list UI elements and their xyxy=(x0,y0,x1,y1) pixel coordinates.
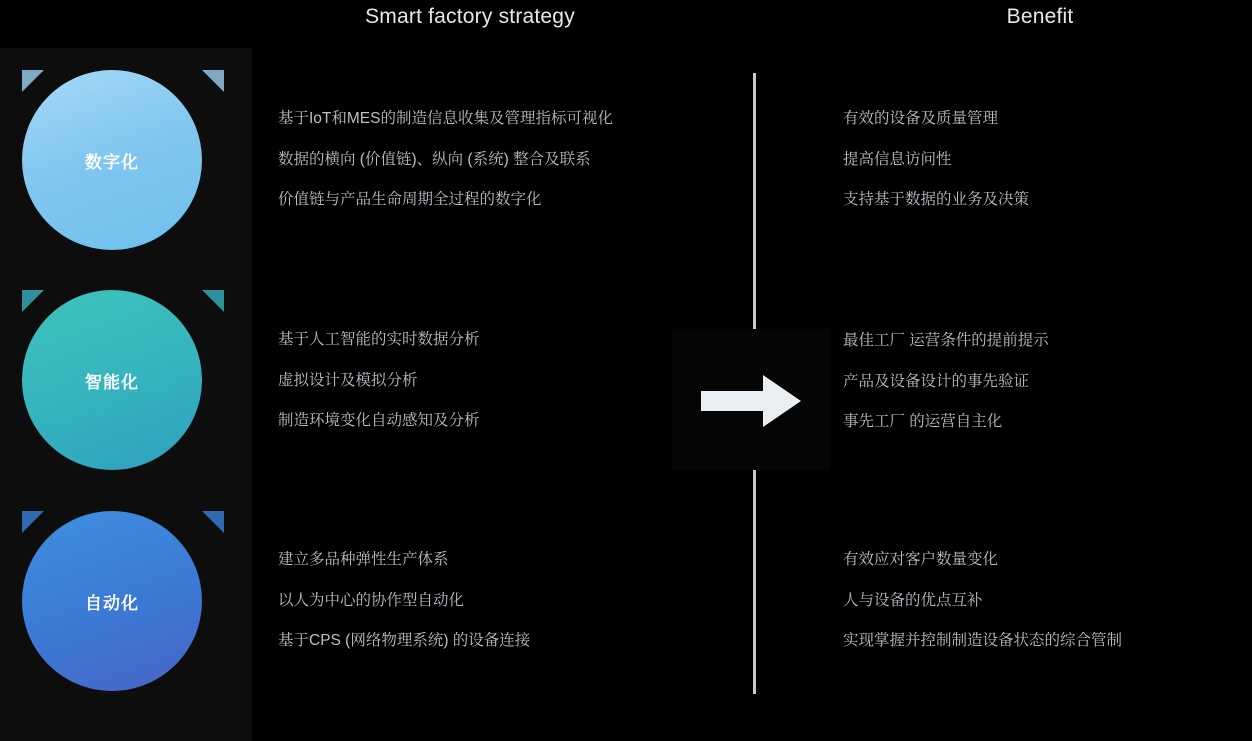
corner-bracket-icon xyxy=(22,290,44,312)
benefit-list-automated xyxy=(843,552,1122,674)
stage-automated xyxy=(22,511,202,691)
list-item: 产品及设备设计的事先验证 xyxy=(843,372,1030,390)
stage-circle-label: 数字化 xyxy=(22,70,202,250)
list-item: 最佳工厂 运营条件的提前提示 xyxy=(843,332,1049,349)
right-edge-fill xyxy=(1210,0,1252,741)
column-header-benefit: Benefit xyxy=(1006,5,1074,28)
list-item: 价值链与产品生命周期全过程的数字化 xyxy=(278,191,542,208)
list-item: 实现掌握并控制制造设备状态的综合管制 xyxy=(843,632,1123,649)
list-item: 基于人工智能的实时数据分析 xyxy=(278,331,480,348)
list-item: 有效应对客户数量变化 xyxy=(843,551,999,568)
corner-bracket-icon xyxy=(202,70,224,92)
list-item: 基于CPS (网络物理系统) 的设备连接 xyxy=(278,632,531,649)
list-item: 人与设备的优点互补 xyxy=(843,591,983,609)
stage-circle-label: 自动化 xyxy=(22,511,202,691)
strategy-list-intelligent xyxy=(278,332,480,454)
strategy-list-digital xyxy=(278,111,613,233)
corner-bracket-icon xyxy=(202,290,224,312)
list-item: 建立多品种弹性生产体系 xyxy=(278,551,449,568)
column-header-strategy: Smart factory strategy xyxy=(365,5,575,28)
list-item: 制造环境变化自动感知及分析 xyxy=(278,412,480,429)
list-item: 有效的设备及质量管理 xyxy=(843,110,999,127)
corner-bracket-icon xyxy=(22,511,44,533)
list-item: 基于IoT和MES的制造信息收集及管理指标可视化 xyxy=(278,110,613,127)
benefit-list-intelligent xyxy=(843,333,1049,455)
list-item: 提高信息访问性 xyxy=(843,150,952,168)
strategy-list-automated xyxy=(278,552,530,674)
list-item: 数据的横向 (价值链)、纵向 (系统) 整合及联系 xyxy=(278,150,591,168)
corner-bracket-icon xyxy=(22,70,44,92)
arrow-block xyxy=(672,329,830,470)
list-item: 事先工厂 的运营自主化 xyxy=(843,413,1003,430)
stage-digital xyxy=(22,70,202,250)
corner-bracket-icon xyxy=(202,511,224,533)
stage-intelligent xyxy=(22,290,202,470)
stage-circle-label: 智能化 xyxy=(22,290,202,470)
list-item: 支持基于数据的业务及决策 xyxy=(843,191,1030,208)
right-arrow-icon xyxy=(701,375,801,427)
benefit-list-digital xyxy=(843,111,1029,233)
list-item: 虚拟设计及模拟分析 xyxy=(278,371,418,389)
list-item: 以人为中心的协作型自动化 xyxy=(278,591,465,609)
